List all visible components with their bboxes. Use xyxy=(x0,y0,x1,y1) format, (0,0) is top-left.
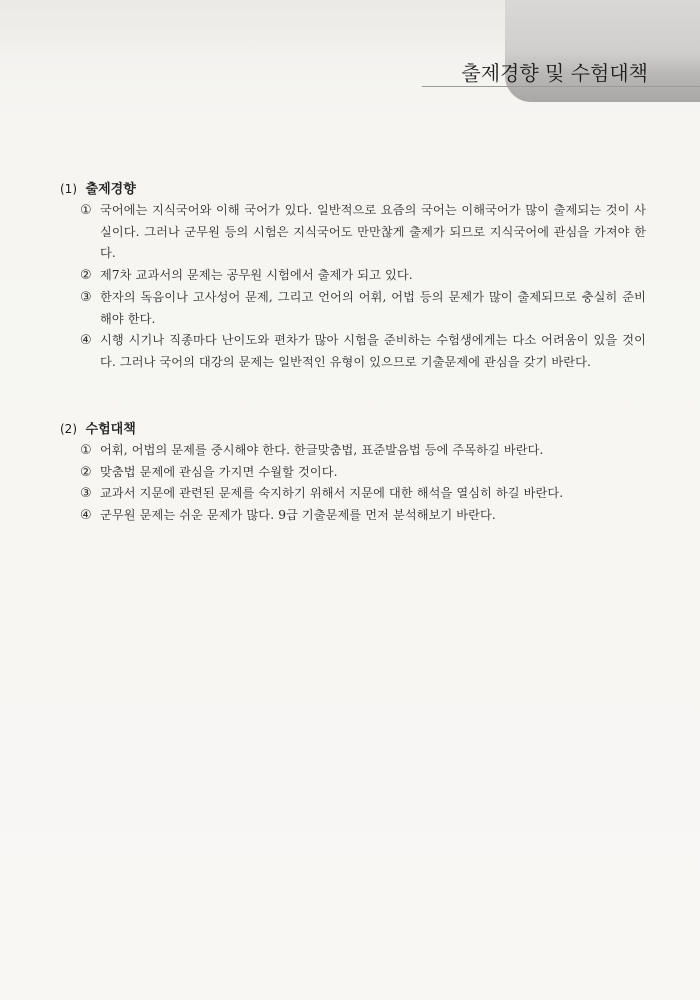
item-number: ① xyxy=(80,203,92,218)
item-text: 한자의 독음이나 고사성어 문제, 그리고 언어의 어휘, 어법 등의 문제가 많이 출제되므로 충실히 준비해야 한다. xyxy=(100,289,646,326)
section-heading xyxy=(60,178,650,200)
list-item xyxy=(60,462,650,484)
list-item xyxy=(60,505,650,527)
item-number: ② xyxy=(80,268,92,284)
item-text: 제7차 교과서의 문제는 공무원 시험에서 출제가 되고 있다. xyxy=(100,268,413,283)
item-number: ③ xyxy=(80,289,92,305)
section-title: 수험대책 xyxy=(85,422,136,437)
item-number: ② xyxy=(80,464,92,480)
item-text: 군무원 문제는 쉬운 문제가 많다. 9급 기출문제를 먼저 분석해보기 바란다. xyxy=(100,508,496,523)
section-exam-strategy xyxy=(60,418,650,527)
list-item xyxy=(60,287,650,330)
item-number: ③ xyxy=(80,486,92,502)
item-text: 시행 시기나 직종마다 난이도와 편차가 많아 시험을 준비하는 수험생에게는 다소 어려움이 있을 것이다. 그러나 국어의 대강의 문제는 일반적인 유형이 있으므로 기출문제에 관심을 갖기 바란다. xyxy=(100,333,646,369)
item-number: ④ xyxy=(80,508,92,524)
item-text: 교과서 지문에 관련된 문제를 숙지하기 위해서 지문에 대한 해석을 열심히 하길 바란다. xyxy=(100,486,564,501)
list-item xyxy=(60,265,650,287)
page-title: 출제경향 및 수험대책 xyxy=(461,61,648,85)
section-heading xyxy=(60,418,650,440)
item-text: 어휘, 어법의 문제를 중시해야 한다. 한글맞춤법, 표준발음법 등에 주목하길 바란다. xyxy=(100,443,544,457)
item-number: ① xyxy=(80,443,92,458)
header-rule xyxy=(422,86,700,87)
section-exam-trends xyxy=(60,178,650,374)
list-item xyxy=(60,330,650,373)
list-item xyxy=(60,440,650,462)
item-text: 국어에는 지식국어와 이해 국어가 있다. 일반적으로 요즘의 국어는 이해국어가 많이 출제되는 것이 사실이다. 그러나 군무원 등의 시험은 지식국어도 만만찮게 출제가 되므로 지식국어에 관심을 가져야 한다. xyxy=(100,203,646,261)
item-list xyxy=(60,440,650,527)
section-number: (1) xyxy=(60,182,77,196)
item-number: ④ xyxy=(80,333,92,349)
section-title: 출제경향 xyxy=(85,182,136,197)
list-item xyxy=(60,200,650,265)
item-list xyxy=(60,200,650,374)
list-item xyxy=(60,483,650,505)
item-text: 맞춤법 문제에 관심을 가지면 수월할 것이다. xyxy=(100,464,338,479)
section-number: (2) xyxy=(60,422,77,436)
